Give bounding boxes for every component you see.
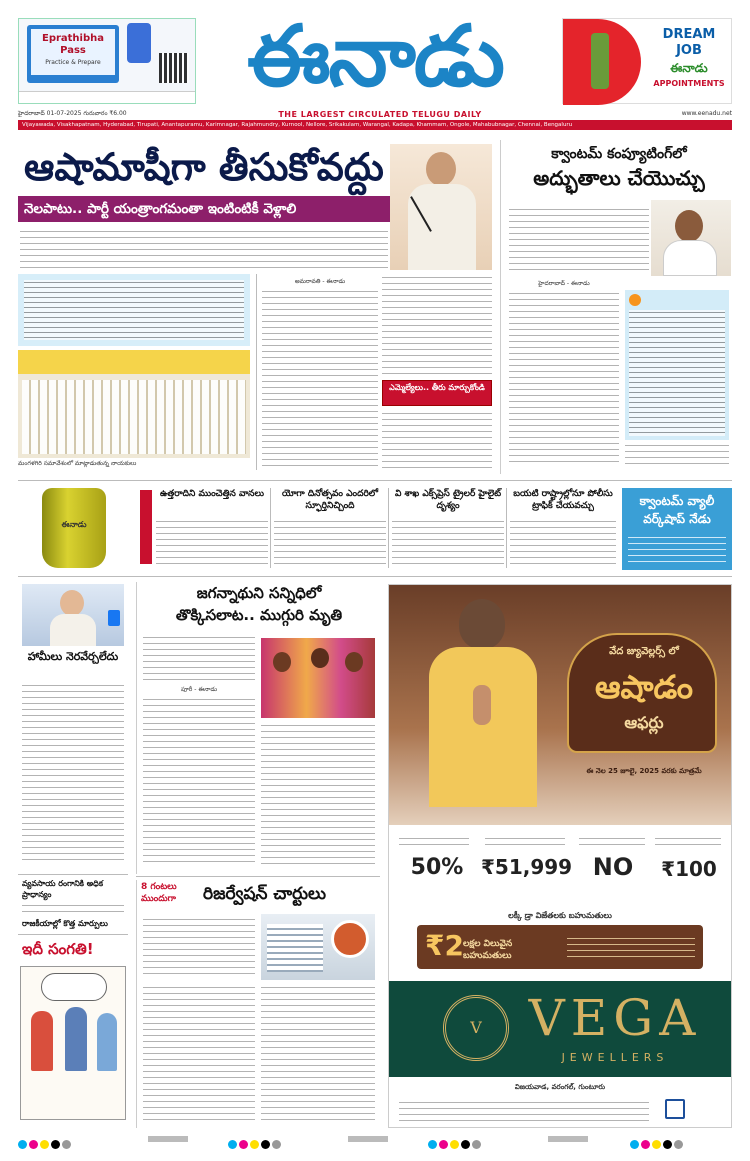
quantum-valley-line2: వర్క్‌షాప్ నేడు xyxy=(643,512,711,526)
offer-badge xyxy=(567,633,717,753)
quantum-story xyxy=(500,140,732,474)
water-tank-ad[interactable] xyxy=(36,486,112,570)
stampede-story xyxy=(136,582,380,874)
right-ad-line3: ఈనాడు xyxy=(670,61,708,75)
teaser-title: యోగా దినోత్సవం ఎందరిలో స్ఫూర్తినిచ్చింది xyxy=(281,489,379,511)
right-ad-line2: JOB xyxy=(676,43,702,58)
offers-row xyxy=(389,829,731,911)
facebook-icon xyxy=(108,610,120,626)
lead-photo-caption: మంగళగిరి సమావేశంలో మాట్లాడుతున్న నాయకులు xyxy=(18,460,137,467)
train-photo xyxy=(261,914,375,980)
left-column xyxy=(18,582,128,1128)
meeting-photo xyxy=(18,350,250,458)
registration-body-col1 xyxy=(143,984,255,1124)
leader-head xyxy=(426,152,456,186)
offer-value-2: ₹51,999 xyxy=(481,855,573,879)
leader-body xyxy=(408,184,476,270)
masthead xyxy=(0,0,750,130)
brand-logo-icon: V xyxy=(443,995,509,1061)
teaser-red-tab xyxy=(140,490,152,564)
lucky-draw-heading: లక్కీ డ్రా విజేతలకు బహుమతులు xyxy=(508,911,612,920)
model-body xyxy=(429,647,537,807)
lead-headline[interactable]: ఆషామాషీగా తీసుకోవద్దు xyxy=(24,145,384,189)
brand-name: VEGA xyxy=(528,989,702,1047)
offer-value-4: ₹100 xyxy=(661,857,717,881)
lead-summary-box xyxy=(18,274,250,346)
cartoon-figure-2 xyxy=(65,1007,87,1071)
quantum-byline: హైదరాబాద్ - ఈనాడు xyxy=(538,280,590,287)
quantum-sidebar xyxy=(625,290,729,440)
dateline-left: హైదరాబాద్ 01-07-2025 గురువారం ₹6.00 xyxy=(18,110,127,117)
teaser-title: బయటి రాష్ట్రాల్లోనూ పోలీసు ట్రాఫిక్ చేయవచ్చు xyxy=(513,489,613,511)
inset-label: ఎమ్మెల్యేలు.. తీరు మార్చుకోండి xyxy=(389,383,485,392)
teaser-strip xyxy=(156,488,616,568)
registration-body-col2 xyxy=(261,984,375,1124)
lucky-draw-amount: ₹2 xyxy=(425,929,464,962)
registration-marks xyxy=(18,1134,732,1148)
dateline-right[interactable]: www.eenadu.net xyxy=(681,110,732,117)
advert-addresses xyxy=(399,1099,649,1123)
registration-kicker-1: 8 గంటలు xyxy=(141,882,177,892)
quantum-valley-box[interactable] xyxy=(622,488,732,570)
badge-line3: ఆఫర్లు xyxy=(624,713,664,732)
quantum-bullets xyxy=(509,206,649,270)
cartoon-title: ఇదీ సంగతి! xyxy=(22,940,94,958)
scientist-photo xyxy=(651,200,731,276)
lead-body-col2 xyxy=(382,274,492,378)
teaser-item[interactable] xyxy=(392,488,504,568)
inset-box xyxy=(382,380,492,406)
lead-subheadline-bar xyxy=(18,196,390,222)
brand-sub: JEWELLERS xyxy=(561,1051,669,1064)
advert-footer: విజయవాడ, వరంగల్, గుంటూరు xyxy=(514,1083,606,1091)
trophy-icon xyxy=(591,33,609,89)
quantum-body-col2 xyxy=(625,442,729,466)
badge-line1: వేద జ్యువెల్లర్స్ లో xyxy=(609,646,679,657)
lead-deck xyxy=(20,228,388,270)
laptop-icon xyxy=(27,25,119,83)
teaser-title: ఉత్తరాదిని ముంచెత్తిన వానలు xyxy=(160,489,264,499)
left-ad-strip xyxy=(19,91,195,103)
cartoon-figure-3 xyxy=(97,1013,117,1071)
vega-advert[interactable] xyxy=(388,584,732,1128)
lead-subheadline: నెలపాటు.. పార్టీ యంత్రాంగమంతా ఇంటింటికీ వెళ్లాలి xyxy=(24,201,297,217)
stampede-headline-1[interactable]: జగన్నాథుని సన్నిధిలో xyxy=(196,584,322,602)
badge-title: ఆషాడం xyxy=(595,668,693,706)
qr-code-icon xyxy=(159,53,189,83)
lead-story xyxy=(18,140,492,470)
stampede-photo xyxy=(261,638,375,718)
left-brief-2[interactable]: రాజకీయాల్లో కొత్త మార్పులు xyxy=(22,919,108,928)
leader-photo xyxy=(390,144,492,270)
left-ad-sub: Practice & Prepare xyxy=(45,59,101,66)
cartoon-speech-bubble xyxy=(41,973,107,1001)
left-ad-heading: Eprathibha Pass xyxy=(41,33,105,56)
model-head xyxy=(459,599,505,649)
advert-hero xyxy=(389,585,731,825)
lead-body-col1 xyxy=(262,288,378,468)
right-ad-line4: APPOINTMENTS xyxy=(653,79,725,88)
politician-photo xyxy=(22,584,124,646)
registration-headline[interactable]: రిజర్వేషన్ చార్టులు xyxy=(203,884,326,904)
registration-bullets xyxy=(143,916,255,978)
dream-job-ad[interactable] xyxy=(562,18,732,104)
advert-validity: ఈ నెల 25 జూలై, 2025 వరకు మాత్రమే xyxy=(586,767,702,775)
lead-body-col2b xyxy=(382,410,492,468)
teaser-item[interactable] xyxy=(274,488,386,568)
registration-kicker-2: ముందుగా xyxy=(141,894,176,904)
stampede-body-col2 xyxy=(261,722,375,866)
lucky-draw-bar xyxy=(417,925,703,969)
registration-kicker-box xyxy=(141,882,201,910)
quantum-valley-line1: క్వాంటమ్ వ్యాలీ xyxy=(639,494,715,508)
masthead-tagline: THE LARGEST CIRCULATED TELUGU DAILY xyxy=(278,110,482,119)
cartoon-figure-1 xyxy=(31,1011,53,1071)
namaste-hands xyxy=(473,685,491,725)
registration-story xyxy=(136,880,380,1128)
left-brief-1[interactable]: వ్యవసాయ రంగానికి అధిక ప్రాధాన్యం xyxy=(22,879,103,899)
masthead-title: ఈనాడు xyxy=(247,6,503,105)
stampede-bullets xyxy=(143,634,255,680)
sun-icon xyxy=(629,294,641,306)
edition-line: Vijayawada, Visakhapatnam, Hyderabad, Tirupati, Anantapuramu, Karimnagar, Rajahmundry, Kurnool, Nellore, Srikakulam, Warangal, Kadapa, Khammam, Ongole, Mahabubnagar, Chennai, Bengaluru xyxy=(22,122,573,128)
lucky-draw-text: లక్షల విలువైన బహుమతులు xyxy=(463,939,513,961)
teaser-item[interactable] xyxy=(156,488,268,568)
eprathibha-ad[interactable] xyxy=(18,18,196,104)
stampede-body-col1 xyxy=(143,696,255,866)
teaser-title: వి శాఖ ఎక్స్‌ప్రెస్ ట్రైలర్ హైలైట్ దృశ్యం xyxy=(394,489,502,511)
brand-banner xyxy=(389,981,731,1077)
hallmark-icon xyxy=(665,1099,685,1119)
left-story-headline[interactable]: హామీలు నెరవేర్చలేదు xyxy=(27,650,119,663)
teaser-item[interactable] xyxy=(510,488,616,568)
stampede-byline: పూరీ - ఈనాడు xyxy=(180,686,218,693)
quantum-headline-1[interactable]: క్వాంటమ్ కంప్యూటింగ్‌లో xyxy=(551,146,687,162)
quantum-headline-2[interactable]: అద్భుతాలు చేయొచ్చు xyxy=(533,166,705,190)
offer-value-3: NO xyxy=(592,853,634,881)
stampede-headline-2[interactable]: తొక్కిసలాట.. ముగ్గురి మృతి xyxy=(175,606,343,624)
left-story-body xyxy=(22,682,124,862)
phone-icon xyxy=(127,23,151,63)
offer-value-1: 50% xyxy=(410,855,464,880)
water-tank-label: ఈనాడు xyxy=(61,520,87,529)
right-ad-line1: DREAM xyxy=(662,27,716,42)
quantum-body-col1 xyxy=(509,290,619,466)
train-icon xyxy=(331,920,369,958)
lead-byline: అమరావతి - ఈనాడు xyxy=(294,278,346,285)
cartoon-panel xyxy=(20,966,126,1120)
edition-strip xyxy=(18,120,732,130)
